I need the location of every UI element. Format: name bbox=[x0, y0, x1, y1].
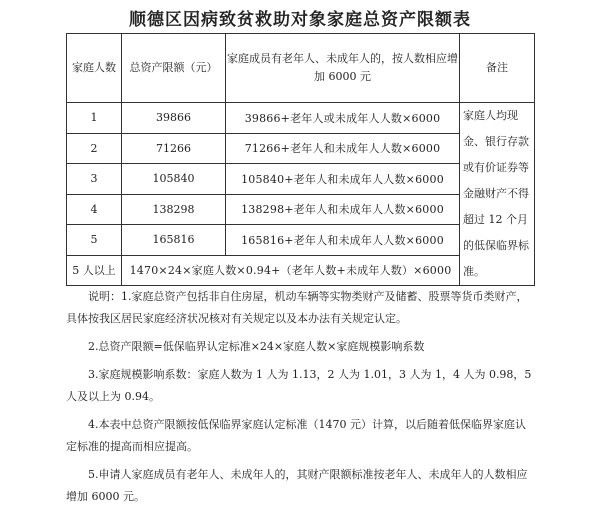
header-increase-rule: 家庭成员有老年人、未成年人的，按人数相应增加 6000 元 bbox=[226, 34, 460, 103]
notes-section bbox=[66, 286, 536, 514]
cell-formula: 138298+老年人和未成年人人数×6000 bbox=[226, 194, 460, 225]
header-remarks: 备注 bbox=[460, 34, 535, 103]
table-row bbox=[67, 103, 535, 134]
note-paragraph-2: 2.总资产限额=低保临界认定标准×24×家庭人数×家庭规模影响系数 bbox=[88, 340, 425, 353]
cell-formula-over-five: 1470×24×家庭人数×0.94+（老年人数+未成年人数）×6000 bbox=[122, 255, 460, 286]
header-asset-limit: 总资产限额（元） bbox=[122, 34, 226, 103]
cell-people: 5 bbox=[67, 225, 122, 256]
cell-limit: 105840 bbox=[122, 164, 226, 195]
cell-people: 4 bbox=[67, 194, 122, 225]
cell-formula: 165816+老年人和未成年人人数×6000 bbox=[226, 225, 460, 256]
cell-people: 3 bbox=[67, 164, 122, 195]
cell-limit: 39866 bbox=[122, 103, 226, 134]
note-paragraph-3: 3.家庭规模影响系数：家庭人数为 1 人为 1.13，2 人为 1.01，3 人为 1，4 人为 0.98，5 人及以上为 0.94。 bbox=[66, 368, 532, 403]
cell-limit: 138298 bbox=[122, 194, 226, 225]
page-title: 顺德区因病致贫救助对象家庭总资产限额表 bbox=[129, 10, 471, 30]
cell-people: 1 bbox=[67, 103, 122, 134]
cell-remarks: 家庭人均现金、银行存款或有价证券等金融财产不得超过 12 个月的低保临界标准。 bbox=[460, 103, 535, 286]
cell-limit: 165816 bbox=[122, 225, 226, 256]
header-household-size: 家庭人数 bbox=[67, 34, 122, 103]
note-paragraph-1: 说明：1.家庭总资产包括非自住房屋，机动车辆等实物类财产及储蓄、股票等货币类财产，具体按我区居民家庭经济状况核对有关规定以及本办法有关规定认定。 bbox=[66, 290, 528, 325]
note-paragraph-5: 5.申请人家庭成员有老年人、未成年人的，其财产限额标准按老年人、未成年人的人数相应增加 6000 元。 bbox=[66, 468, 528, 503]
cell-formula: 39866+老年人或未成年人人数×6000 bbox=[226, 103, 460, 134]
cell-limit: 71266 bbox=[122, 133, 226, 164]
table-header-row bbox=[67, 34, 535, 103]
cell-people: 5 人以上 bbox=[67, 255, 122, 286]
cell-formula: 71266+老年人和未成年人人数×6000 bbox=[226, 133, 460, 164]
asset-limit-table bbox=[66, 33, 535, 286]
cell-formula: 105840+老年人和未成年人人数×6000 bbox=[226, 164, 460, 195]
cell-people: 2 bbox=[67, 133, 122, 164]
note-paragraph-4: 4.本表中总资产限额按低保临界家庭认定标准（1470 元）计算，以后随着低保临界家庭认定标准的提高而相应提高。 bbox=[66, 418, 526, 453]
